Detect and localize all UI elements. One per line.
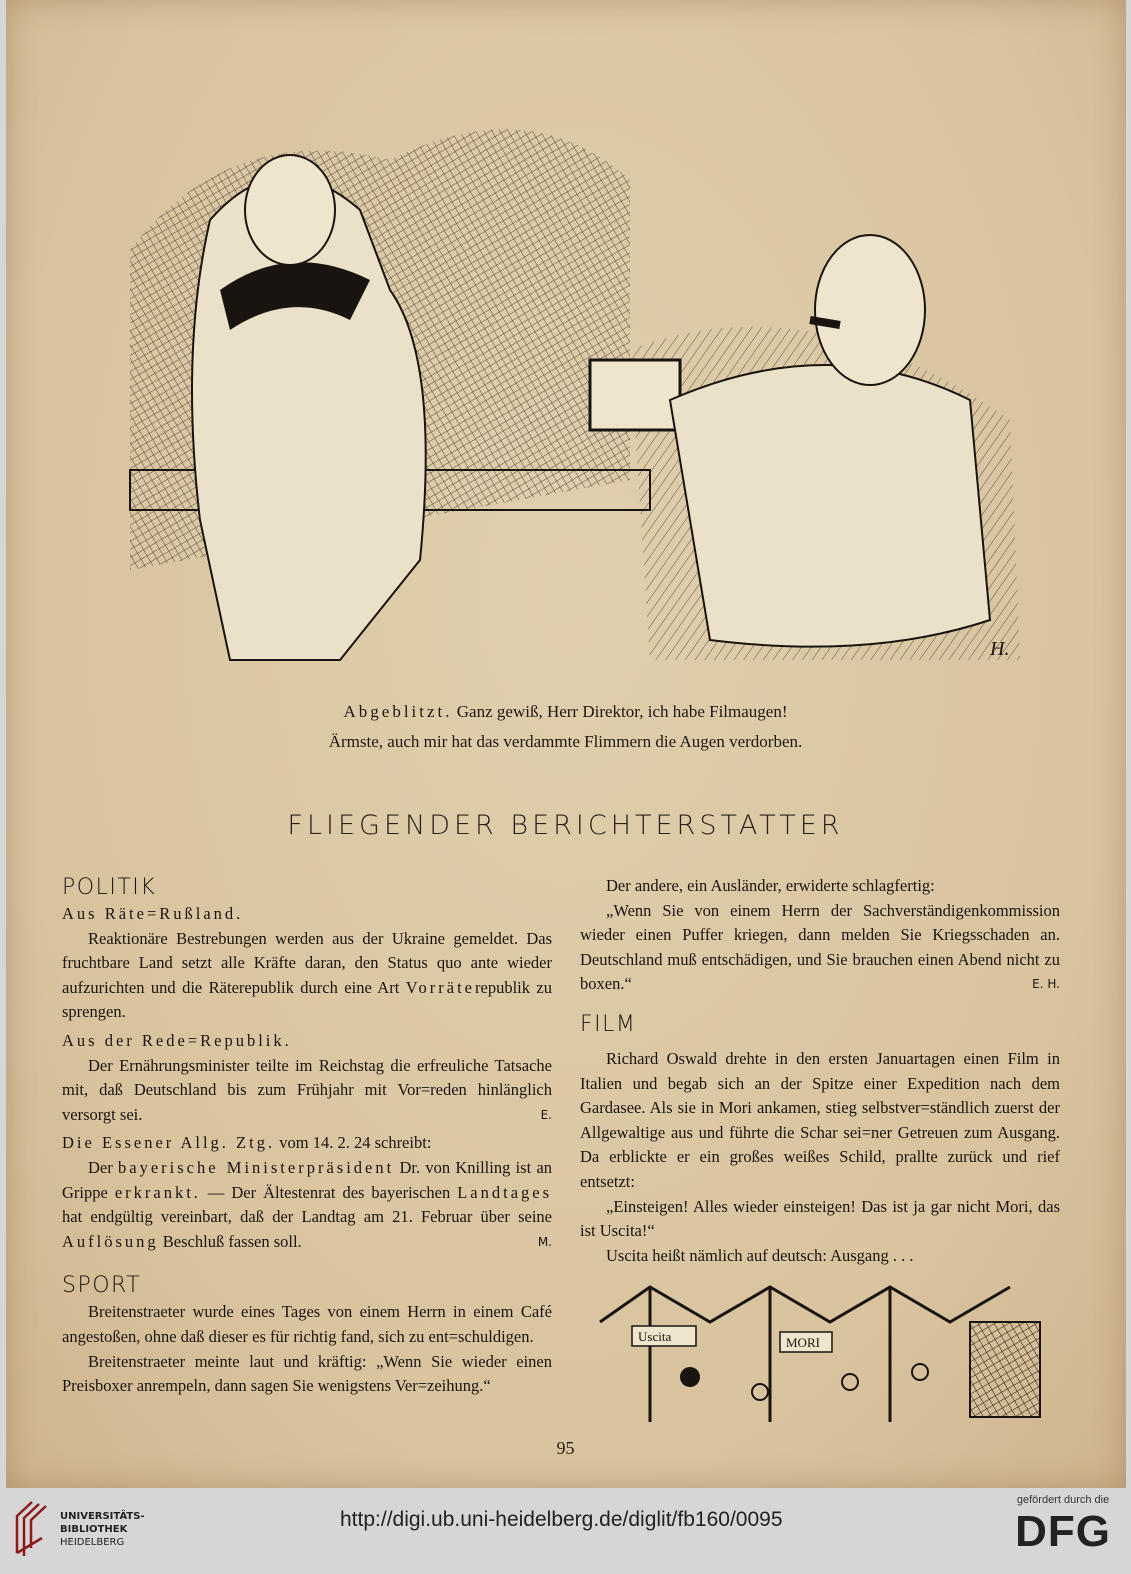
text: UNIVERSITÄTS- (60, 1510, 145, 1522)
politik-paragraph-2 (62, 1054, 552, 1128)
text: vom 14. 2. 24 schreibt: (279, 1133, 432, 1153)
figure (680, 1367, 700, 1387)
text: Der Ernährungsminister teilte im Reichstag die erfreuliche Tatsache mit, daß Deutschland bis zum Frühjahr mit Vor=reden hinlänglich versorgt sei. (62, 1055, 552, 1124)
ub-heidelberg-text (60, 1510, 145, 1549)
cartoon-illustration (110, 100, 1040, 700)
text: Reaktionäre Bestrebungen werden aus der Ukraine gemeldet. Das fruchtbare Land setzt alle Kräfte daran, den Status quo ante wieder aufzurichten und die Räterepublik durch eine Art (62, 928, 552, 997)
ub-heidelberg-icon (12, 1498, 52, 1560)
author-initial: E. H. (1032, 977, 1060, 992)
politik-paragraph-1 (62, 927, 552, 1025)
film-paragraph-1: Richard Oswald drehte in den ersten Januartagen einen Film in Italien und begab sich an der Spitze einer Expedition nach dem Gardasee. Als sie in Mori ankamen, stieg selbstver=ständlich zuerst der Allgewaltige aus und führte die Schar sei=ner Getreuen zum Ausgang. Da erblickte er ein großes weißes Schild, prallte zurück und rief entsetzt: (580, 1048, 1060, 1191)
mori-sign-label: MORI (786, 1335, 820, 1351)
politik-subheading-2: Aus der Rede=Republik. (62, 1030, 292, 1050)
funded-by-label: gefördert durch die (1016, 1494, 1110, 1506)
sport-paragraph-4 (580, 899, 1060, 997)
telephone (590, 360, 680, 430)
text-spaced: Landtages (457, 1182, 553, 1202)
politik-paragraph-3 (62, 1156, 552, 1254)
man-head (815, 235, 925, 385)
politik-subheading-3 (62, 1131, 552, 1156)
man-figure (670, 365, 990, 647)
caption-lead: Abgeblitzt. (343, 702, 453, 721)
film-paragraph-2: „Einsteigen! Alles wieder einsteigen! Das ist ja gar nicht Mori, das ist Uscita!“ (580, 1196, 1060, 1241)
author-initial: M. (537, 1234, 552, 1249)
station-roof (600, 1287, 1010, 1322)
train-car (970, 1322, 1040, 1417)
text-spaced: Vorräte (405, 977, 476, 997)
caption-text: Ganz gewiß, Herr Direktor, ich habe Filmaugen! (456, 702, 788, 721)
footer-bar (0, 1488, 1131, 1574)
text: Dr. von Knilling ist an Grippe (62, 1157, 553, 1202)
text: — Der Ältestenrat des bayerischen (207, 1182, 451, 1202)
left-column (62, 874, 552, 1399)
sport-paragraph-2: Breitenstraeter meinte laut und kräftig: „Wenn Sie wieder einen Preisboxer anrempeln, dann sagen Sie wenigstens Ver=zeihung.“ (62, 1351, 552, 1396)
text: Beschluß fassen soll. (162, 1231, 302, 1251)
text: republik zu sprengen. (62, 977, 553, 1022)
text: hat endgültig vereinbart, daß der Landtag am 21. Februar über seine (62, 1207, 552, 1227)
station-illustration (590, 1282, 1060, 1430)
caption-line-2: Ärmste, auch mir hat das verdammte Flimmern die Augen verdorben. (328, 732, 803, 751)
text-spaced: bayerische Ministerpräsident (118, 1157, 395, 1177)
woman-face (245, 155, 335, 265)
right-column (580, 874, 1060, 1430)
sport-paragraph-1: Breitenstraeter wurde eines Tages von einem Herrn in einem Café angestoßen, ohne daß dieser es für richtig fand, sich zu ent=schuldigen. (62, 1302, 552, 1346)
sport-paragraph-3: Der andere, ein Ausländer, erwiderte schlagfertig: (606, 876, 935, 895)
text: Der (88, 1157, 113, 1177)
sport-heading: SPORT (62, 1273, 142, 1299)
dfg-wordmark: DFG (1015, 1507, 1111, 1556)
figure (912, 1364, 928, 1380)
source-url-link[interactable]: http://digi.ub.uni-heidelberg.de/diglit/fb160/0095 (340, 1508, 783, 1531)
cigar (810, 320, 840, 325)
film-heading: FILM (580, 1011, 637, 1037)
text-spaced: Die Essener Allg. Ztg. (62, 1133, 276, 1153)
text-spaced: Auflösung (62, 1231, 159, 1251)
politik-heading: POLITIK (62, 875, 157, 900)
caption-line-1 (0, 702, 1131, 722)
figure (842, 1374, 858, 1390)
artist-signature: H. (990, 638, 1010, 660)
text: BIBLIOTHEK (60, 1523, 128, 1535)
film-paragraph-3: Uscita heißt nämlich auf deutsch: Ausgang . . . (606, 1245, 914, 1265)
text: „Wenn Sie von einem Herrn der Sachverständigenkommission wieder einen Puffer kriegen, dann melden Sie Kriegsschaden an. Deutschland muß entschädigen, und Sie brauchen einen Abend nicht zu boxen.“ (580, 900, 1060, 994)
text-spaced: erkrankt. (114, 1182, 201, 1202)
section-title: FLIEGENDER BERICHTERSTATTER (287, 810, 844, 841)
politik-subheading-1: Aus Räte=Rußland. (62, 904, 244, 923)
text: HEIDELBERG (60, 1536, 125, 1548)
page-number: 95 (556, 1438, 575, 1458)
ub-heidelberg-logo[interactable] (12, 1498, 145, 1560)
figure (752, 1384, 768, 1400)
author-initial: E. (540, 1107, 552, 1122)
dfg-logo[interactable] (1015, 1494, 1111, 1558)
uscita-sign-label: Uscita (638, 1329, 672, 1345)
